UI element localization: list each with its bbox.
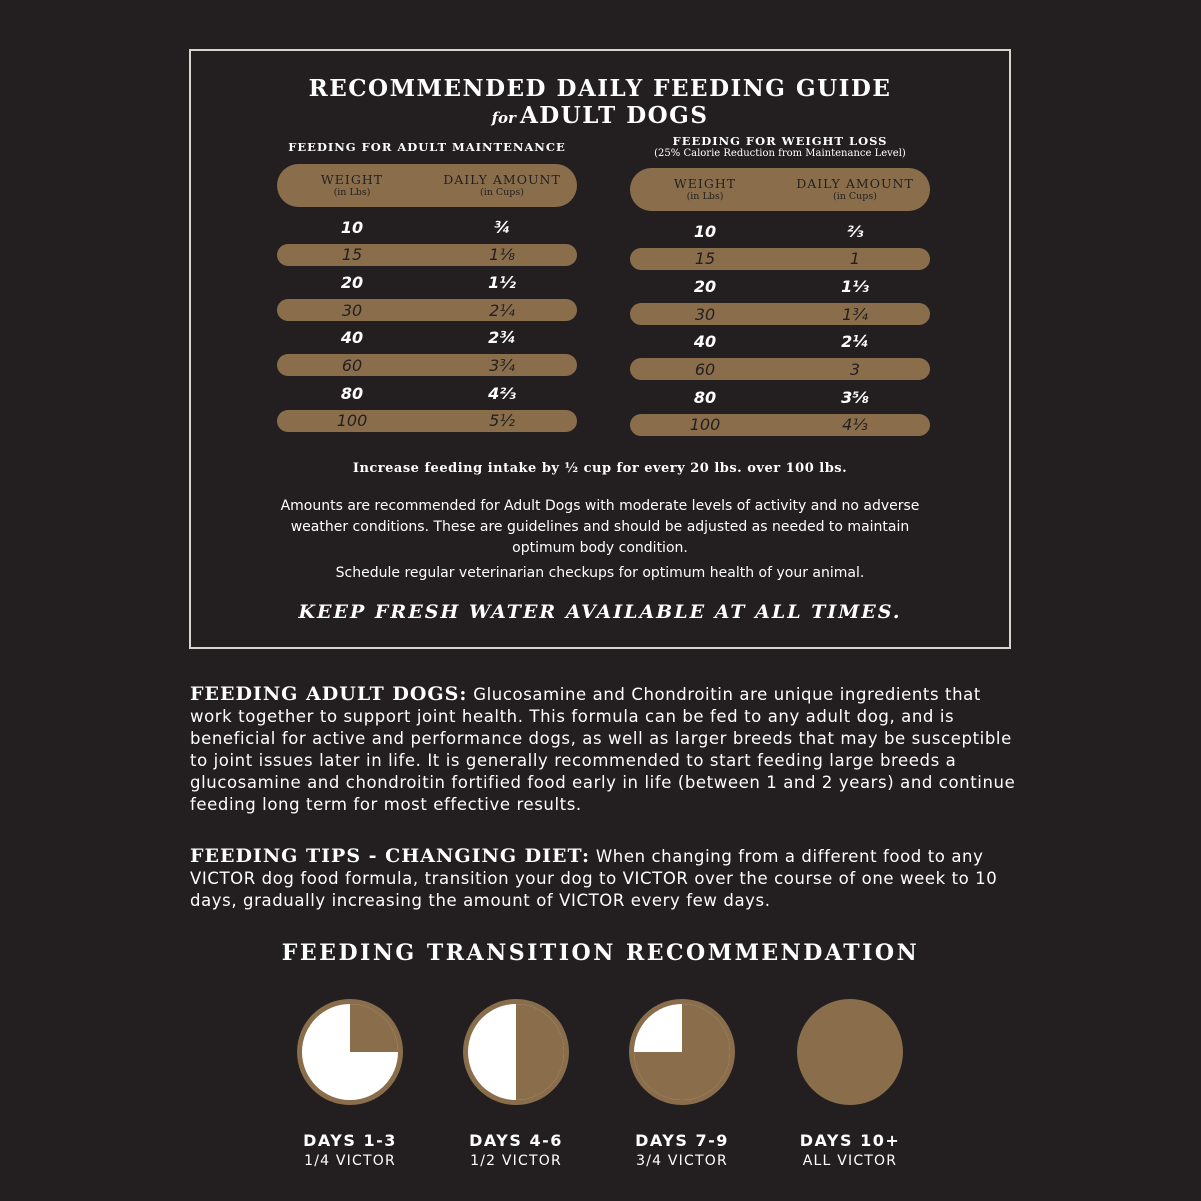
amount-cell: 1⅛ <box>489 245 515 265</box>
table-row <box>277 271 577 293</box>
weight-cell: 15 <box>341 245 363 265</box>
increase-note: Increase feeding intake by ½ cup for every 20 lbs. over 100 lbs. <box>352 461 848 476</box>
amount-column-label: DAILY AMOUNT <box>796 176 914 191</box>
portion-pie-icon <box>295 997 405 1107</box>
maintenance-weight-header <box>277 173 427 198</box>
weight-loss-subheading: (25% Calorie Reduction from Maintenance Level) <box>654 148 906 159</box>
amount-cell: 3⅝ <box>841 387 869 407</box>
amounts-note <box>261 496 939 559</box>
weight-cell: 40 <box>693 332 717 352</box>
amount-cell: ¾ <box>493 217 511 237</box>
transition-stage <box>780 997 920 1169</box>
table-row <box>630 220 930 242</box>
weight-column-label: WEIGHT <box>673 176 737 191</box>
table-row <box>277 299 577 321</box>
weight-cell: 40 <box>340 328 364 348</box>
weight-loss-rows <box>630 220 930 436</box>
amount-cell: 1 <box>849 249 861 269</box>
weight-cell: 10 <box>693 221 717 241</box>
amount-cell: 1⅓ <box>841 276 869 296</box>
amount-cell: 5½ <box>489 411 515 431</box>
weight-column-unit: (in Lbs) <box>686 191 724 202</box>
weight-loss-table <box>630 135 930 436</box>
weight-cell: 100 <box>336 411 368 431</box>
amount-cell: 1¾ <box>842 304 868 324</box>
maintenance-amount-header <box>427 173 577 198</box>
transition-title: FEEDING TRANSITION RECOMMENDATION <box>281 940 920 966</box>
weight-loss-heading: FEEDING FOR WEIGHT LOSS <box>672 134 888 148</box>
weight-cell: 15 <box>694 249 716 269</box>
feeding-guide-box <box>189 49 1011 649</box>
feeding-adult-dogs-lead: FEEDING ADULT DOGS: <box>190 683 468 705</box>
guide-subtitle-text: ADULT DOGS <box>519 102 709 129</box>
checkup-note: Schedule regular veterinarian checkups for optimum health of your animal. <box>335 565 865 581</box>
weight-cell: 20 <box>340 272 364 292</box>
feeding-adult-dogs-paragraph <box>190 683 1020 816</box>
weight-cell: 30 <box>694 304 716 324</box>
weight-loss-amount-header <box>780 177 930 202</box>
portion-pie-icon <box>461 997 571 1107</box>
table-row <box>277 382 577 404</box>
table-row <box>630 386 930 408</box>
guide-subtitle <box>191 102 1009 129</box>
stage-days: DAYS 10+ <box>799 1131 901 1150</box>
amount-column-label: DAILY AMOUNT <box>443 172 561 187</box>
amount-cell: 2¼ <box>841 332 869 352</box>
amount-column-unit: (in Cups) <box>833 191 877 202</box>
amount-column-unit: (in Cups) <box>480 187 524 198</box>
maintenance-table <box>277 141 577 432</box>
table-row <box>630 331 930 353</box>
transition-stage <box>446 997 586 1169</box>
pie-base <box>802 1004 898 1100</box>
table-row <box>277 327 577 349</box>
table-row <box>277 410 577 432</box>
stage-amount: 1/4 VICTOR <box>304 1153 396 1169</box>
weight-cell: 80 <box>693 387 717 407</box>
weight-column-unit: (in Lbs) <box>333 187 371 198</box>
pie-slice <box>350 1004 398 1052</box>
stage-amount: ALL VICTOR <box>802 1153 898 1169</box>
feeding-tips-paragraph <box>190 845 1020 912</box>
weight-cell: 10 <box>340 217 364 237</box>
table-row <box>277 354 577 376</box>
table-row <box>630 358 930 380</box>
guide-title: RECOMMENDED DAILY FEEDING GUIDE <box>308 75 892 102</box>
amounts-note-text: Amounts are recommended for Adult Dogs with moderate levels of activity and no adverse weather conditions. These are guidelines and should be adjusted as needed to maintain optimum body condition. <box>280 498 920 556</box>
amount-cell: 2¾ <box>488 328 516 348</box>
weight-column-label: WEIGHT <box>320 172 384 187</box>
amount-cell: 3¾ <box>489 355 515 375</box>
maintenance-heading: FEEDING FOR ADULT MAINTENANCE <box>288 140 566 154</box>
stage-amount: 3/4 VICTOR <box>636 1153 728 1169</box>
weight-cell: 60 <box>341 355 363 375</box>
water-note: KEEP FRESH WATER AVAILABLE AT ALL TIMES. <box>298 601 902 623</box>
table-row <box>630 248 930 270</box>
transition-stage <box>612 997 752 1169</box>
weight-loss-weight-header <box>630 177 780 202</box>
feeding-tips-lead: FEEDING TIPS - CHANGING DIET: <box>190 845 591 867</box>
table-row <box>630 303 930 325</box>
guide-subtitle-for: for <box>491 109 516 127</box>
maintenance-rows <box>277 216 577 432</box>
portion-pie-icon <box>627 997 737 1107</box>
amount-cell: 1½ <box>488 272 516 292</box>
weight-cell: 100 <box>689 415 721 435</box>
stage-days: DAYS 4-6 <box>469 1131 563 1150</box>
table-row <box>630 414 930 436</box>
portion-pie-icon <box>795 997 905 1107</box>
amount-cell: 4⅔ <box>488 383 516 403</box>
weight-cell: 20 <box>693 276 717 296</box>
transition-stage <box>280 997 420 1169</box>
stage-days: DAYS 7-9 <box>635 1131 729 1150</box>
weight-cell: 60 <box>694 359 716 379</box>
feeding-adult-dogs-text: Glucosamine and Chondroitin are unique ingredients that work together to support joint health. This formula can be fed to any adult dog, and is beneficial for active and performance dogs, as well as larger breeds that may be susceptible to joint issues later in life. It is generally recommended to start feeding large breeds a glucosamine and chondroitin fortified food early in life (between 1 and 2 years) and continue feeding long term for most effective results. <box>190 685 1016 814</box>
weight-cell: 80 <box>340 383 364 403</box>
weight-loss-header-row <box>630 168 930 211</box>
stage-days: DAYS 1-3 <box>303 1131 397 1150</box>
amount-cell: 2¼ <box>489 300 515 320</box>
feeding-tips-text: When changing from a different food to any VICTOR dog food formula, transition your dog to VICTOR over the course of one week to 10 days, gradually increasing the amount of VICTOR every few days. <box>190 847 998 910</box>
weight-cell: 30 <box>341 300 363 320</box>
maintenance-header-row <box>277 164 577 207</box>
amount-cell: ⅔ <box>846 221 864 241</box>
table-row <box>277 216 577 238</box>
stage-amount: 1/2 VICTOR <box>470 1153 562 1169</box>
amount-cell: 4⅓ <box>842 415 868 435</box>
amount-cell: 3 <box>849 359 861 379</box>
table-row <box>630 275 930 297</box>
table-row <box>277 244 577 266</box>
